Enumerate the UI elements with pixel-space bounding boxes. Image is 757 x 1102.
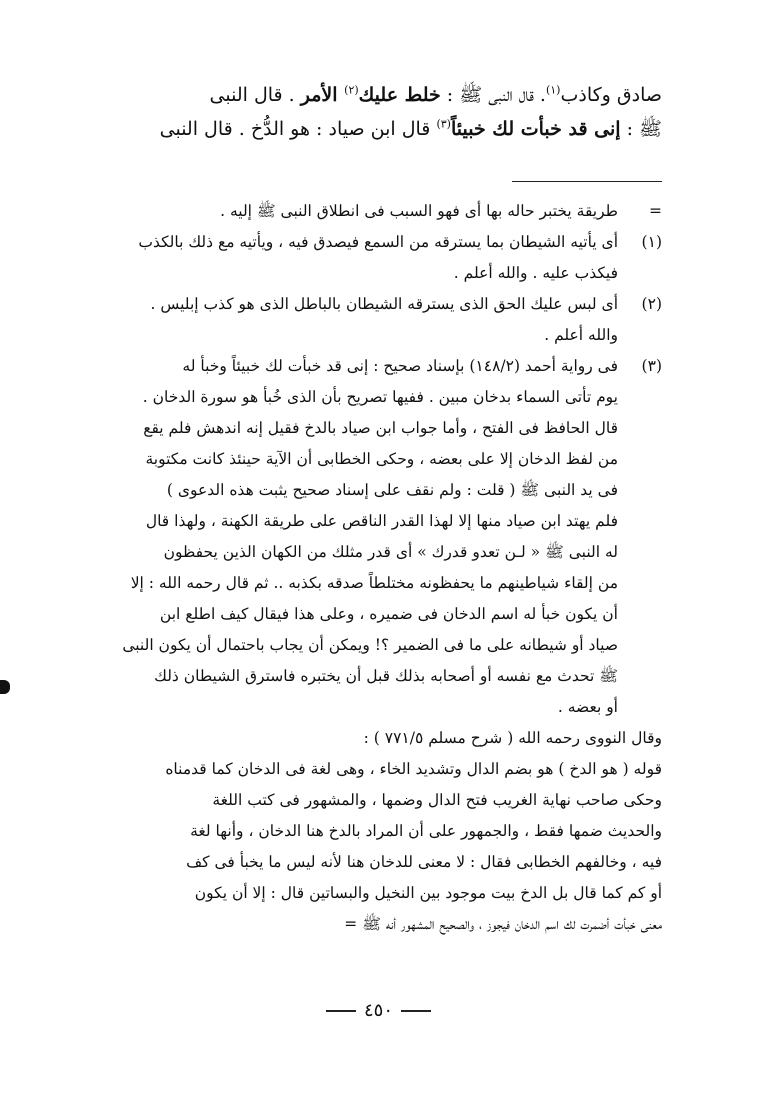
main-line-2 <box>102 112 662 146</box>
continuation-marker: = <box>649 202 662 220</box>
main-line-1 <box>102 78 662 112</box>
footnote-line: صياد أو شيطانه على ما فى الضمير ؟! ويمكن أن يجاب باحتمال أن يكون النبى <box>122 636 618 654</box>
page-number-text: ٤٥٠ <box>363 1000 393 1021</box>
footnote-line: أى لبس عليك الحق الذى يسترقه الشيطان بالباطل الذى هو كذب إبليس . <box>150 295 618 313</box>
footnote-continuation <box>102 196 662 227</box>
footnote-line: أن يكون خبأ له اسم الدخان فى ضميره ، وعلى هذا فيقال كيف اطلع ابن <box>159 605 618 623</box>
footnote-line: فيه ، وخالفهم الخطابى فقال : لا معنى للدخان هنا لأنه ليس ما يخبأ فى كف <box>186 853 662 871</box>
bold-phrase: خلط عليك <box>358 84 441 106</box>
footnote-line: فلم يهتد ابن صياد منها إلا لهذا القدر الناقص على طريقة الكهنة ، ولهذا قال <box>145 512 618 530</box>
footnote-ref: (٢) <box>344 83 359 97</box>
footnote-number: (١) <box>641 233 662 251</box>
footnote-ref: (١) <box>545 83 561 97</box>
footnote-line: وحكى صاحب نهاية الغريب فتح الدال وضمها ، والمشهور فى كتب اللغة <box>212 791 662 809</box>
footnote-line: فيكذب عليه . والله أعلم . <box>453 264 618 282</box>
page-number <box>0 1000 757 1021</box>
footnote-line: أى يأتيه الشيطان بما يسترقه من السمع فيصدق فيه ، ويأتيه مع ذلك بالكذب <box>138 233 618 251</box>
footnote-line: وقال النووى رحمه الله ( شرح مسلم ٧٧١/٥ ) : <box>363 729 662 747</box>
text-run: . قال النبى <box>209 84 301 106</box>
footnote-ref: (٣) <box>436 117 451 131</box>
footnote-line: أو كم كما قال بل الدخ بيت موجود بين النخيل والبساتين قال : إلا أن يكون <box>194 884 662 902</box>
bold-phrase: الأمر <box>300 84 345 106</box>
footnote-line: والحديث ضمها فقط ، والجمهور على أن المراد بالدخ هنا الدخان ، وأنها لغة <box>190 822 662 840</box>
footnote-line: من لفظ الدخان إلا على بعضه ، وحكى الخطابى أن الآية حينئذ كانت مكتوبة <box>145 450 618 468</box>
bold-phrase: إنى قد خبأت لك خبيئاً <box>450 118 621 140</box>
scan-edge-mark <box>0 680 10 694</box>
footnote-number: (٢) <box>641 295 662 313</box>
footnote-number: (٣) <box>641 357 662 375</box>
footnote-line: فى يد النبى ﷺ ( قلت : ولم نقف على إسناد صحيح يثبت هذه الدعوى ) <box>166 481 618 499</box>
text-run: صادق وكاذب <box>560 84 662 106</box>
footnote-line: من إلقاء شياطينهم ما يحفظونه مختلطاً صدقه بكذبه .. ثم قال رحمه الله : إلا <box>130 574 618 592</box>
footnote-line: طريقة يختبر حاله بها أى فهو السبب فى انطلاق النبى ﷺ إليه . <box>220 202 618 220</box>
footnote-1 <box>102 227 662 289</box>
footnote-2 <box>102 289 662 351</box>
footnote-line: قال الحافظ فى الفتح ، وأما جواب ابن صياد بالدخ فقيل إنه اندهش فلم يقع <box>143 419 618 437</box>
footnote-line: ﷺ تحدث مع نفسه أو أصحابه بذلك قبل أن يختبره فاسترق الشيطان ذلك <box>154 667 618 685</box>
footnote-3 <box>102 351 662 723</box>
main-text <box>102 78 662 146</box>
footnote-line: قوله ( هو الدخ ) هو بضم الدال وتشديد الخاء ، وهى لغة فى الدخان كما قدمناه <box>165 760 662 778</box>
footnote-line: معنى خبأت أضمرت لك اسم الدخان فيجوز ، والصحيح المشهور أنه ﷺ = <box>344 915 662 933</box>
footnote-line: أو بعضه . <box>557 698 618 716</box>
footnote-tail <box>102 723 662 940</box>
dash-left <box>326 1010 356 1012</box>
dash-right <box>401 1010 431 1012</box>
footnote-line: والله أعلم . <box>544 326 618 344</box>
text-run: . قال النبى ﷺ : <box>440 84 546 106</box>
footnote-separator <box>512 181 662 182</box>
footnotes <box>102 196 662 940</box>
text-run: ﷺ : <box>620 118 662 140</box>
footnote-line: يوم تأتى السماء بدخان مبين . ففيها تصريح بأن الذى خُبأ هو سورة الدخان . <box>142 388 618 406</box>
footnote-line: له النبى ﷺ « لـن تعدو قدرك » أى قدر مثلك من الكهان الذين يحفظون <box>163 543 618 561</box>
text-run: قال ابن صياد : هو الدُّخ . قال النبى <box>159 118 437 140</box>
footnote-line: فى رواية أحمد (١٤٨/٢) بإسناد صحيح : إنى قد خبأت لك خبيئاً وخبأ له <box>182 357 618 375</box>
